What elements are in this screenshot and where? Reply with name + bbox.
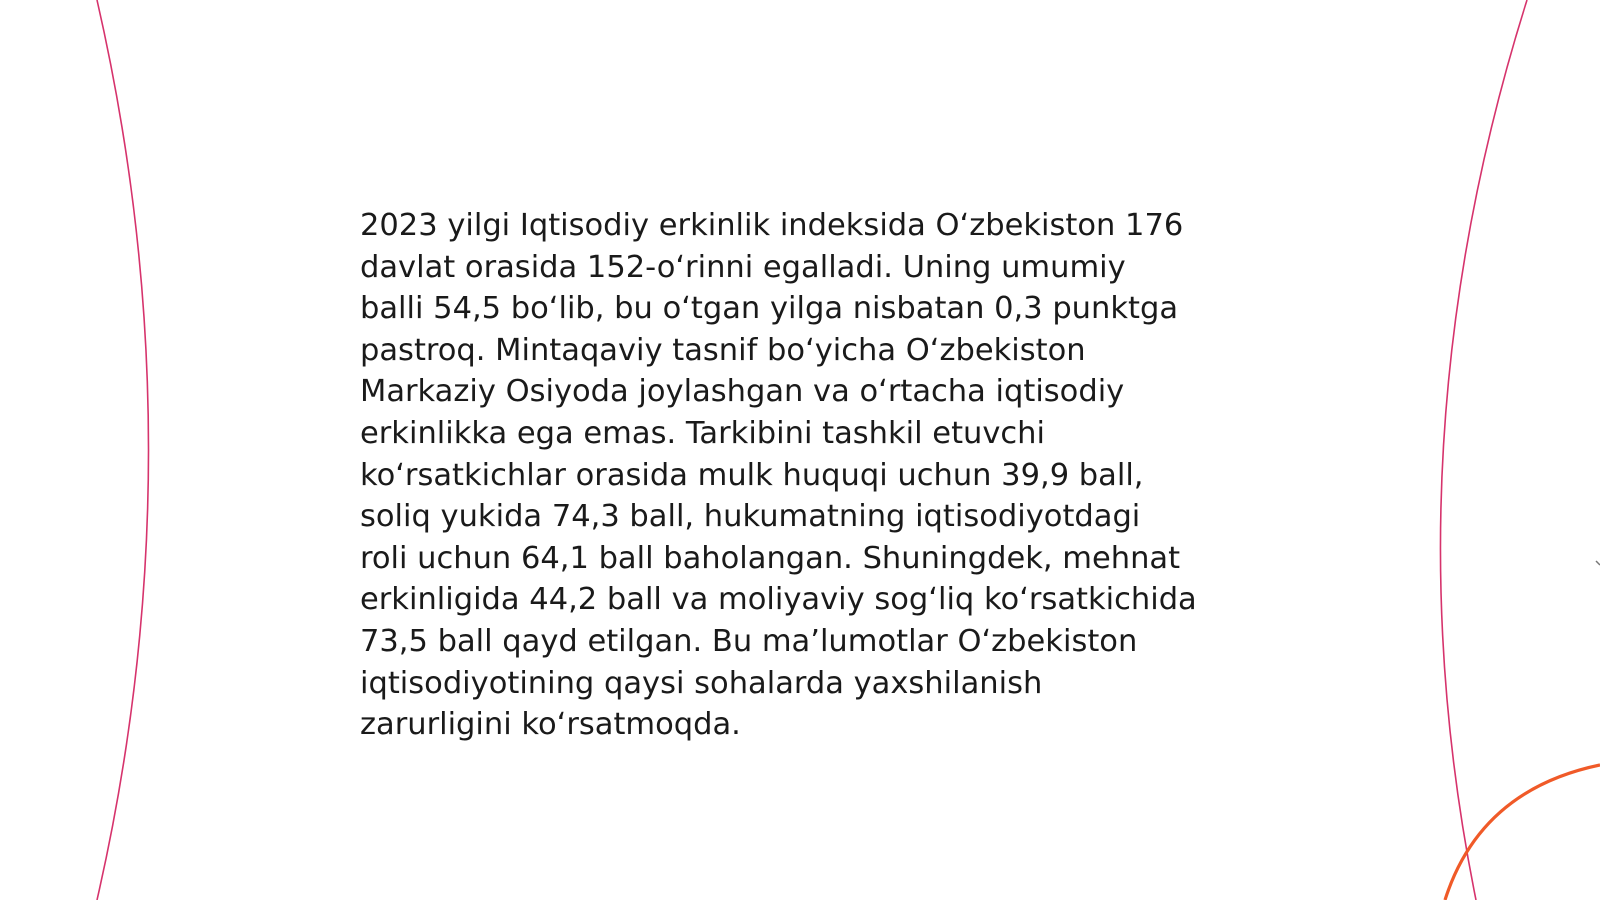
left-decorative-curve [97,0,149,900]
edge-tick-mark [1596,561,1600,565]
body-paragraph: 2023 yilgi Iqtisodiy erkinlik indeksida O‘zbekiston 176 davlat orasida 152-o‘rinni egalladi. Uning umumiy balli 54,5 bo‘lib, bu o‘tgan yilga nisbatan 0,3 punktga pastroq. Mintaqaviy tasnif bo‘yicha O‘zbekiston Markaziy Osiyoda joylashgan va o‘rtacha iqtisodiy erkinlikka ega emas. Tarkibini tashkil etuvchi ko‘rsatkichlar orasida mulk huquqi uchun 39,9 ball, soliq yukida 74,3 ball, hukumatning iqtisodiyotdagi roli uchun 64,1 ball baholangan. Shuningdek, mehnat erkinligida 44,2 ball va moliyaviy sog‘liq ko‘rsatkichida 73,5 ball qayd etilgan. Bu ma’lumotlar O‘zbekiston iqtisodiyotining qaysi sohalarda yaxshilanish zarurligini ko‘rsatmoqda. [360,208,1197,743]
corner-decorative-arc [1445,765,1600,900]
right-decorative-curve [1440,0,1527,900]
